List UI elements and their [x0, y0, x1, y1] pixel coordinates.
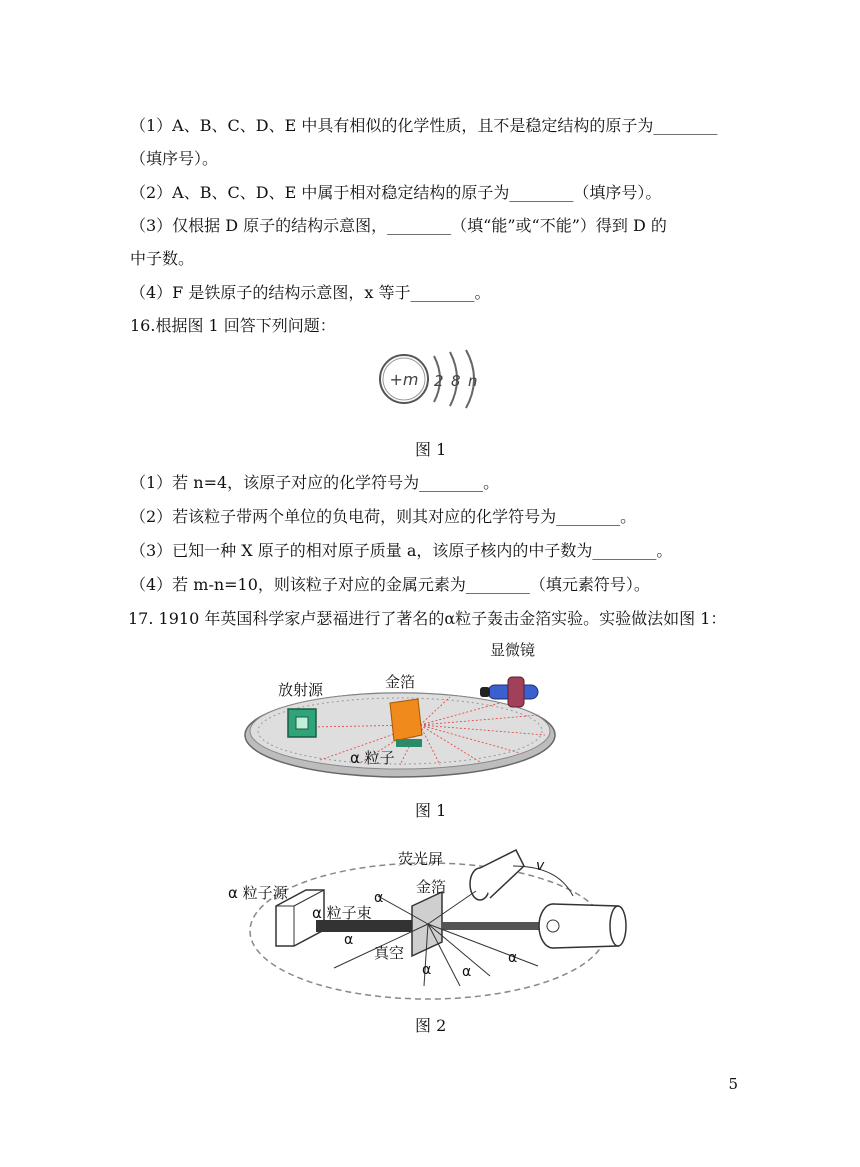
q15-part3-line2: 中子数。	[130, 249, 195, 268]
alpha-mark-5: α	[508, 950, 518, 966]
rutherford-schematic-figure	[228, 836, 638, 1006]
q16-part1: （1）若 n=4，该原子对应的化学符号为________。	[130, 473, 500, 492]
gold-foil-label: 金箔	[385, 673, 416, 691]
beam-label: α 粒子束	[312, 904, 372, 922]
gold-foil-sheet	[390, 699, 422, 741]
alpha-mark-4: α	[462, 964, 472, 980]
nucleus-charge: +m	[389, 370, 419, 389]
screen-label: 荧光屏	[398, 850, 444, 868]
q15-part1-line1: （1）A、B、C、D、E 中具有相似的化学性质，且不是稳定结构的原子为________	[130, 116, 718, 135]
q15-part3-line1: （3）仅根据 D 原子的结构示意图，________（填“能”或“不能”）得到 D 的	[130, 216, 667, 235]
q15-part2: （2）A、B、C、D、E 中属于相对稳定结构的原子为________（填序号）。	[130, 183, 662, 202]
alpha-source-label: α 粒子源	[228, 884, 288, 902]
q16-part3: （3）已知一种 X 原子的相对原子质量 a，该原子核内的中子数为________。	[130, 541, 673, 560]
radiation-source-label: 放射源	[278, 681, 324, 699]
gold-foil-stand	[396, 739, 422, 747]
shell-3-electrons: n	[468, 372, 478, 390]
q16-stem: 16.根据图 1 回答下列问题：	[130, 316, 336, 335]
rutherford-apparatus-figure	[240, 635, 620, 785]
q16-part4: （4）若 m-n=10，则该粒子对应的金属元素为________（填元素符号）。	[130, 575, 650, 594]
q17-figure2-caption: 图 2	[415, 1016, 447, 1035]
alpha-mark-1: α	[374, 890, 384, 906]
microscope-label: 显微镜	[490, 641, 536, 659]
atom-structure-diagram	[372, 346, 492, 412]
page-number: 5	[728, 1075, 738, 1093]
alpha-mark-3: α	[422, 962, 432, 978]
foil-label: 金箔	[416, 878, 447, 896]
microscope-ring	[508, 677, 524, 707]
q16-figure-caption: 图 1	[415, 440, 447, 459]
q16-part2: （2）若该粒子带两个单位的负电荷，则其对应的化学符号为________。	[130, 507, 637, 526]
transmitted-beam	[442, 922, 546, 930]
q17-figure1-caption: 图 1	[415, 801, 447, 820]
alpha-mark-2: α	[344, 932, 354, 948]
shell-1-electrons: 2	[434, 372, 444, 390]
vacuum-label: 真空	[374, 944, 405, 962]
shell-2-electrons: 8	[451, 372, 461, 390]
alpha-particle-label: α 粒子	[350, 749, 395, 767]
q17-stem: 17. 1910 年英国科学家卢瑟福进行了著名的α粒子轰击金箔实验。实验做法如图 1：	[128, 609, 727, 628]
q15-part1-line2: （填序号）。	[130, 149, 219, 168]
rotation-v-label: v	[536, 858, 545, 874]
q15-part4: （4）F 是铁原子的结构示意图，x 等于________。	[130, 283, 491, 302]
